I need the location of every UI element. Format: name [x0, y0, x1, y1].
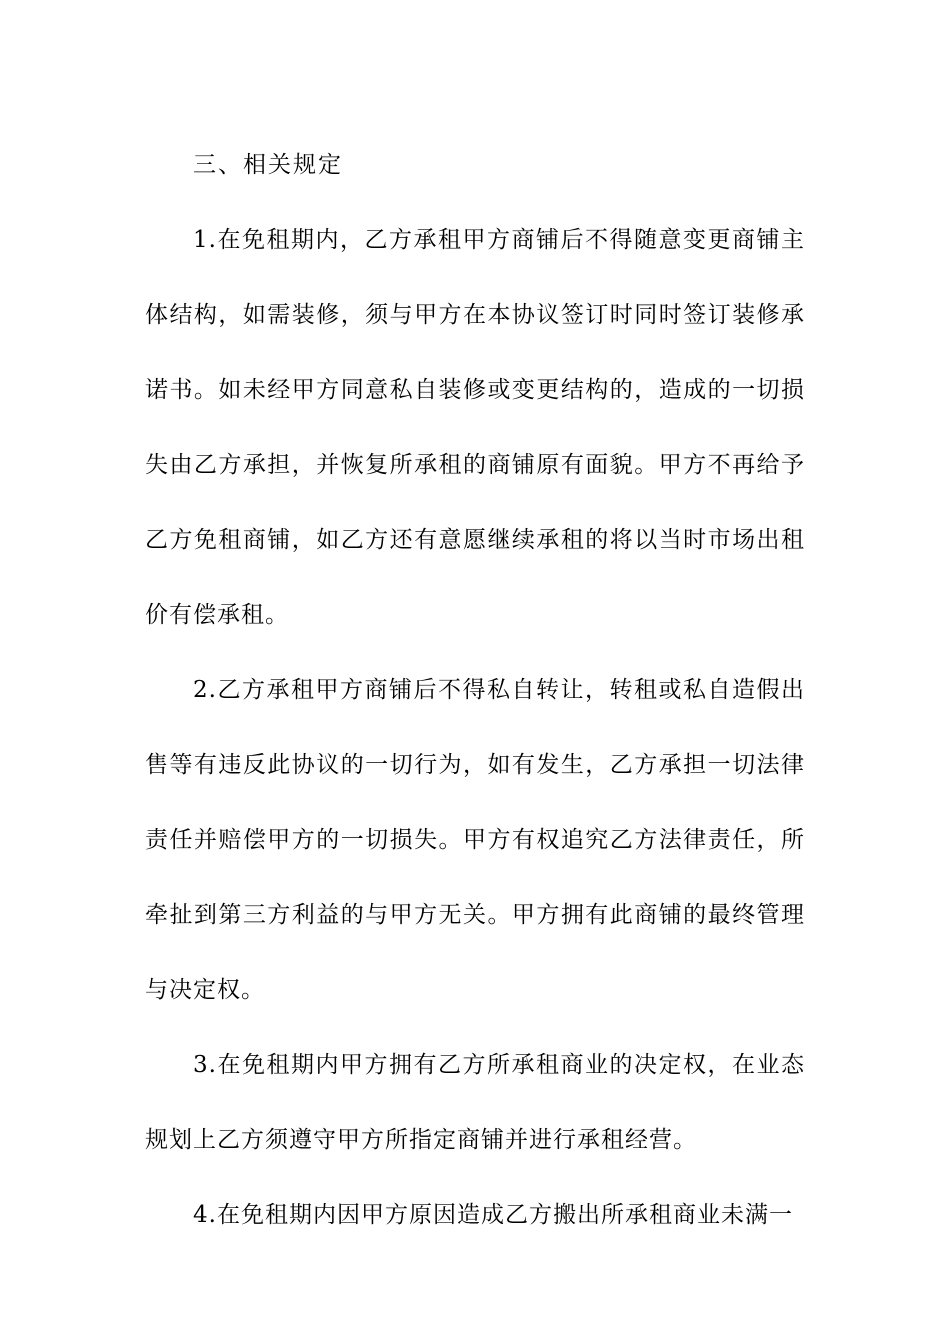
paragraph-4: 4.在免租期内因甲方原因造成乙方搬出所承租商业未满一	[193, 1202, 793, 1228]
paragraph-1: 1.在免租期内，乙方承租甲方商铺后不得随意变更商铺主体结构，如需装修，须与甲方在本协议签订时同时签订装修承诺书。如未经甲方同意私自装修或变更结构的，造成的一切损失由乙方承担，并恢复所承租的商铺原有面貌。甲方不再给予乙方免租商铺，如乙方还有意愿继续承租的将以当时市场出租价有偿承租。	[145, 227, 805, 628]
document-body	[145, 128, 805, 1253]
paragraph-2: 2.乙方承租甲方商铺后不得私自转让，转租或私自造假出售等有违反此协议的一切行为，如有发生，乙方承担一切法律责任并赔偿甲方的一切损失。甲方有权追究乙方法律责任，所牵扯到第三方利益的与甲方无关。甲方拥有此商铺的最终管理与决定权。	[145, 677, 805, 1003]
section-heading: 三、相关规定	[193, 152, 343, 178]
paragraph-3: 3.在免租期内甲方拥有乙方所承租商业的决定权，在业态规划上乙方须遵守甲方所指定商铺并进行承租经营。	[145, 1052, 805, 1153]
